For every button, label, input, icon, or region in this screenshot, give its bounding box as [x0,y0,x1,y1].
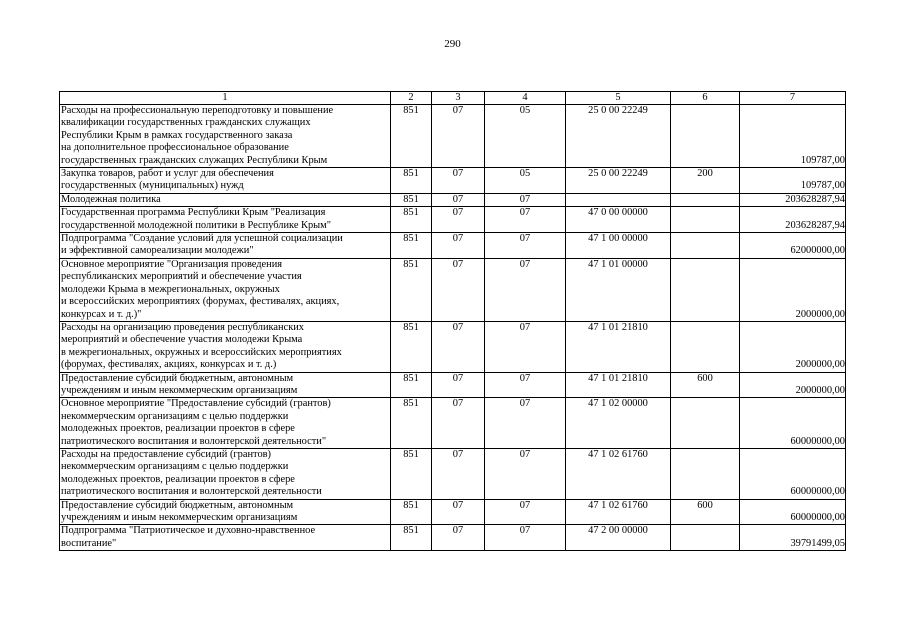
ministry-code-cell: 851 [391,321,432,372]
amount-cell: 60000000,00 [740,398,846,449]
budget-table [59,91,846,551]
amount-cell: 2000000,00 [740,372,846,398]
section-code-cell: 07 [432,207,485,233]
column-header-4: 4 [485,92,566,105]
subsection-code-cell: 07 [485,372,566,398]
column-header-5: 5 [566,92,671,105]
row-name-cell: Подпрограмма "Патриотическое и духовно-нравственное воспитание" [60,525,391,551]
section-code-cell: 07 [432,168,485,194]
expense-type-cell [671,207,740,233]
amount-cell: 60000000,00 [740,499,846,525]
section-code-cell: 07 [432,233,485,259]
row-name-cell: Предоставление субсидий бюджетным, автономным учреждениям и иным некоммерческим организациям [60,499,391,525]
section-code-cell: 07 [432,499,485,525]
target-article-cell: 47 1 02 00000 [566,398,671,449]
section-code-cell: 07 [432,398,485,449]
amount-cell: 2000000,00 [740,321,846,372]
target-article-cell: 47 0 00 00000 [566,207,671,233]
expense-type-cell [671,258,740,321]
table-body [60,105,846,551]
target-article-cell: 47 1 01 21810 [566,321,671,372]
column-number-row [60,92,846,105]
expense-type-cell [671,193,740,206]
table-row [60,525,846,551]
amount-cell: 109787,00 [740,168,846,194]
target-article-cell: 47 2 00 00000 [566,525,671,551]
amount-cell: 39791499,05 [740,525,846,551]
row-name-cell: Подпрограмма "Создание условий для успешной социализации и эффективной самореализации молодежи" [60,233,391,259]
expense-type-cell [671,448,740,499]
subsection-code-cell: 07 [485,207,566,233]
subsection-code-cell: 07 [485,525,566,551]
table-row [60,321,846,372]
expense-type-cell: 200 [671,168,740,194]
subsection-code-cell: 07 [485,233,566,259]
subsection-code-cell: 07 [485,258,566,321]
column-header-6: 6 [671,92,740,105]
table-row [60,233,846,259]
column-header-1: 1 [60,92,391,105]
table-row [60,398,846,449]
ministry-code-cell: 851 [391,233,432,259]
section-code-cell: 07 [432,105,485,168]
expense-type-cell: 600 [671,499,740,525]
amount-cell: 2000000,00 [740,258,846,321]
page-number: 290 [444,38,461,50]
section-code-cell: 07 [432,448,485,499]
expense-type-cell [671,525,740,551]
amount-cell: 109787,00 [740,105,846,168]
row-name-cell: Основное мероприятие "Организация проведения республиканских мероприятий и обеспечение участия молодежи Крыма в межрегиональных, окружных и всероссийских мероприятиях (форумах, фестивалях, акциях, конкурсах и т. д.)" [60,258,391,321]
column-header-3: 3 [432,92,485,105]
row-name-cell: Основное мероприятие "Предоставление субсидий (грантов) некоммерческим организациям с целью поддержки молодежных проектов, реализации проектов в сфере патриотического воспитания и волонтерской деятельности" [60,398,391,449]
amount-cell: 203628287,94 [740,193,846,206]
subsection-code-cell: 07 [485,448,566,499]
target-article-cell: 47 1 01 00000 [566,258,671,321]
ministry-code-cell: 851 [391,398,432,449]
row-name-cell: Расходы на предоставление субсидий (грантов) некоммерческим организациям с целью поддержки молодежных проектов, реализации проектов в сфере патриотического воспитания и волонтерской деятельности [60,448,391,499]
section-code-cell: 07 [432,525,485,551]
table-row [60,168,846,194]
target-article-cell [566,193,671,206]
subsection-code-cell: 05 [485,168,566,194]
expense-type-cell [671,105,740,168]
target-article-cell: 47 1 01 21810 [566,372,671,398]
table-row [60,207,846,233]
expense-type-cell: 600 [671,372,740,398]
column-header-2: 2 [391,92,432,105]
subsection-code-cell: 07 [485,499,566,525]
target-article-cell: 47 1 02 61760 [566,448,671,499]
ministry-code-cell: 851 [391,105,432,168]
subsection-code-cell: 05 [485,105,566,168]
amount-cell: 203628287,94 [740,207,846,233]
table-row [60,258,846,321]
table-row [60,448,846,499]
ministry-code-cell: 851 [391,525,432,551]
row-name-cell: Молодежная политика [60,193,391,206]
subsection-code-cell: 07 [485,193,566,206]
expense-type-cell [671,321,740,372]
row-name-cell: Предоставление субсидий бюджетным, автономным учреждениям и иным некоммерческим организациям [60,372,391,398]
row-name-cell: Расходы на профессиональную переподготовку и повышение квалификации государственных гражданских служащих Республики Крым в рамках государственного заказа на дополнительное профессиональное образование государственных гражданских служащих Республики Крым [60,105,391,168]
table-row [60,499,846,525]
ministry-code-cell: 851 [391,499,432,525]
target-article-cell: 25 0 00 22249 [566,105,671,168]
subsection-code-cell: 07 [485,398,566,449]
column-header-7: 7 [740,92,846,105]
ministry-code-cell: 851 [391,168,432,194]
expense-type-cell [671,398,740,449]
amount-cell: 62000000,00 [740,233,846,259]
ministry-code-cell: 851 [391,207,432,233]
ministry-code-cell: 851 [391,193,432,206]
table-row [60,193,846,206]
target-article-cell: 47 1 00 00000 [566,233,671,259]
section-code-cell: 07 [432,321,485,372]
table-row [60,105,846,168]
subsection-code-cell: 07 [485,321,566,372]
ministry-code-cell: 851 [391,258,432,321]
target-article-cell: 25 0 00 22249 [566,168,671,194]
target-article-cell: 47 1 02 61760 [566,499,671,525]
amount-cell: 60000000,00 [740,448,846,499]
row-name-cell: Расходы на организацию проведения республиканских мероприятий и обеспечение участия молодежи Крыма в межрегиональных, окружных и всероссийских мероприятиях (форумах, фестивалях, акциях, конкурсах и т. д.) [60,321,391,372]
table-row [60,372,846,398]
ministry-code-cell: 851 [391,448,432,499]
section-code-cell: 07 [432,193,485,206]
row-name-cell: Государственная программа Республики Крым "Реализация государственной молодежной политики в Республике Крым" [60,207,391,233]
section-code-cell: 07 [432,372,485,398]
section-code-cell: 07 [432,258,485,321]
ministry-code-cell: 851 [391,372,432,398]
expense-type-cell [671,233,740,259]
row-name-cell: Закупка товаров, работ и услуг для обеспечения государственных (муниципальных) нужд [60,168,391,194]
